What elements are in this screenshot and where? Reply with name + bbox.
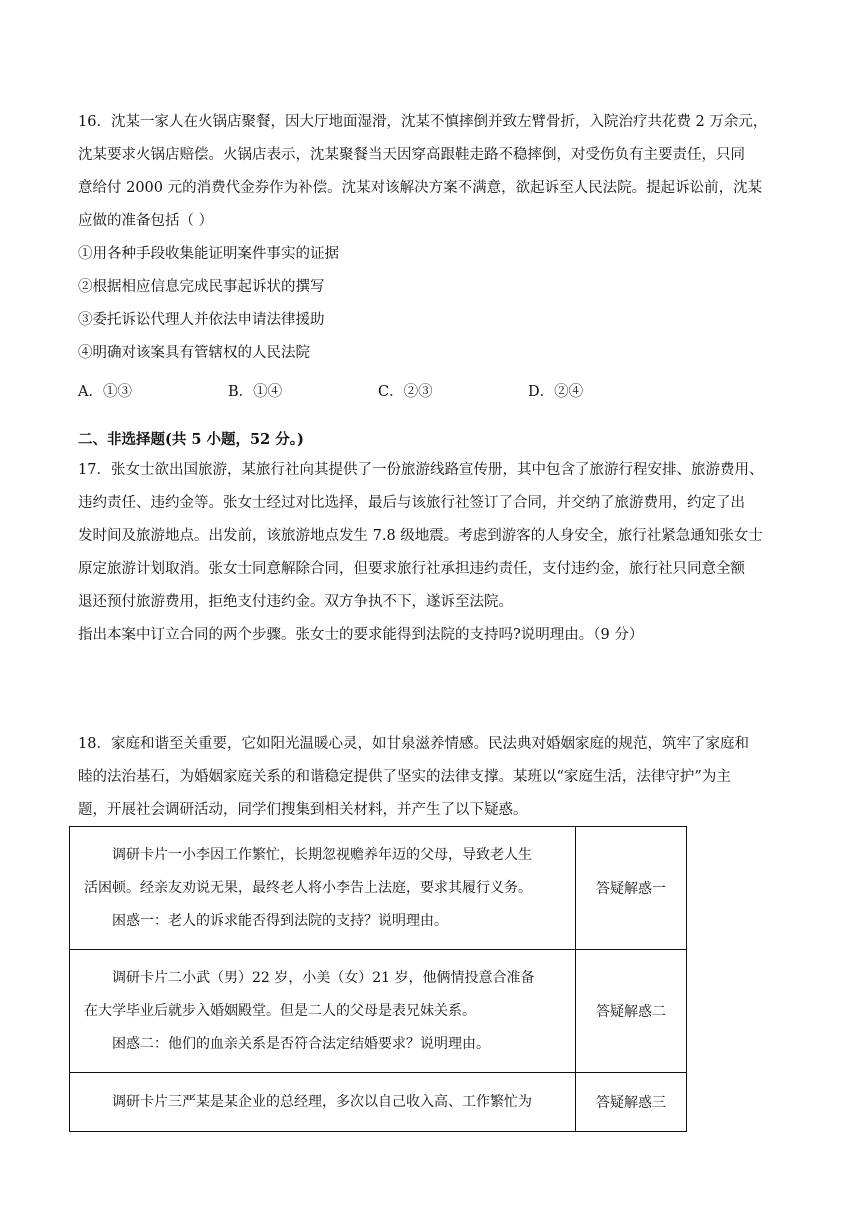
question-16-statements — [78, 238, 784, 370]
table-row — [70, 1073, 687, 1132]
option-b: B．①④ — [228, 384, 283, 400]
card-question: 困惑一：老人的诉求能否得到法院的支持？说明理由。 — [112, 912, 448, 929]
q17-question: 指出本案中订立合同的两个步骤。张女士的要求能得到法院的支持吗?说明理由。（9 分） — [78, 627, 644, 643]
card-line: 活困顿。经亲友劝说无果，最终老人将小李告上法庭，要求其履行义务。 — [84, 879, 532, 896]
option-c: C．②③ — [378, 384, 433, 400]
q18-line: 18．家庭和谐至关重要，它如阳光温暖心灵，如甘泉滋养情感。民法典对婚姻家庭的规范，筑牢了家庭和 — [78, 736, 749, 752]
q16-line: 意给付 2000 元的消费代金券作为补偿。沈某对该解决方案不满意，欲起诉至人民法院。提起诉讼前，沈某 — [78, 180, 763, 196]
option-a: A．①③ — [78, 384, 132, 400]
section-2-heading: 二、非选择题(共 5 小题，52 分。) — [78, 431, 304, 448]
card-line: 在大学毕业后就步入婚姻殿堂。但是二人的父母是表兄妹关系。 — [84, 1002, 476, 1019]
q16-line: 沈某要求火锅店赔偿。火锅店表示，沈某聚餐当天因穿高跟鞋走路不稳摔倒，对受伤负有主要责任，只同 — [78, 147, 745, 163]
q17-line: 发时间及旅游地点。出发前，该旅游地点发生 7.8 级地震。考虑到游客的人身安全，旅行社紧急通知张女士 — [78, 528, 763, 544]
research-card-2 — [70, 950, 576, 1073]
answer-cell-1: 答疑解惑一 — [576, 827, 687, 950]
table-row — [70, 827, 687, 950]
q18-line: 题，开展社会调研活动，同学们搜集到相关材料，并产生了以下疑惑。 — [78, 802, 528, 818]
q16-line: 应做的准备包括（ ） — [78, 213, 214, 229]
q17-line: 退还预付旅游费用，拒绝支付违约金。双方争执不下，遂诉至法院。 — [78, 594, 513, 610]
q16-line: 16．沈某一家人在火锅店聚餐，因大厅地面湿滑，沈某不慎摔倒并致左臂骨折，入院治疗共花费 2 万余元， — [78, 114, 768, 130]
research-card-1 — [70, 827, 576, 950]
card-question: 困惑二：他们的血亲关系是否符合法定结婚要求？说明理由。 — [112, 1035, 490, 1052]
question-16-options — [78, 376, 678, 409]
option-d: D．②④ — [528, 384, 584, 400]
table-row — [70, 950, 687, 1073]
card-line: 调研卡片三严某是某企业的总经理，多次以自己收入高、工作繁忙为 — [112, 1093, 532, 1110]
question-17-stem — [78, 454, 784, 652]
question-18-stem — [78, 728, 784, 827]
answer-cell-3: 答疑解惑三 — [576, 1073, 687, 1132]
card-line: 调研卡片二小武（男）22 岁，小美（女）21 岁，他俩情投意合准备 — [112, 969, 535, 986]
q17-line: 违约责任、违约金等。张女士经过对比选择，最后与该旅行社签订了合同，并交纳了旅游费用，约定了出 — [78, 495, 745, 511]
statement-1: ①用各种手段收集能证明案件事实的证据 — [78, 246, 339, 262]
answer-cell-2: 答疑解惑二 — [576, 950, 687, 1073]
question-16-stem — [78, 106, 784, 238]
statement-2: ②根据相应信息完成民事起诉状的撰写 — [78, 279, 325, 295]
q18-line: 睦的法治基石，为婚姻家庭关系的和谐稳定提供了坚实的法律支撑。某班以“家庭生活，法律守护”为主 — [78, 769, 731, 785]
statement-4: ④明确对该案具有管辖权的人民法院 — [78, 345, 310, 361]
research-cards-table — [69, 826, 687, 1132]
q17-line: 原定旅游计划取消。张女士同意解除合同，但要求旅行社承担违约责任，支付违约金，旅行社只同意全额 — [78, 561, 745, 577]
statement-3: ③委托诉讼代理人并依法申请法律援助 — [78, 312, 325, 328]
q17-line: 17．张女士欲出国旅游，某旅行社向其提供了一份旅游线路宣传册，其中包含了旅游行程安排、旅游费用、 — [78, 462, 764, 478]
research-card-3 — [70, 1073, 576, 1132]
card-line: 调研卡片一小李因工作繁忙，长期忽视赡养年迈的父母，导致老人生 — [112, 846, 532, 863]
